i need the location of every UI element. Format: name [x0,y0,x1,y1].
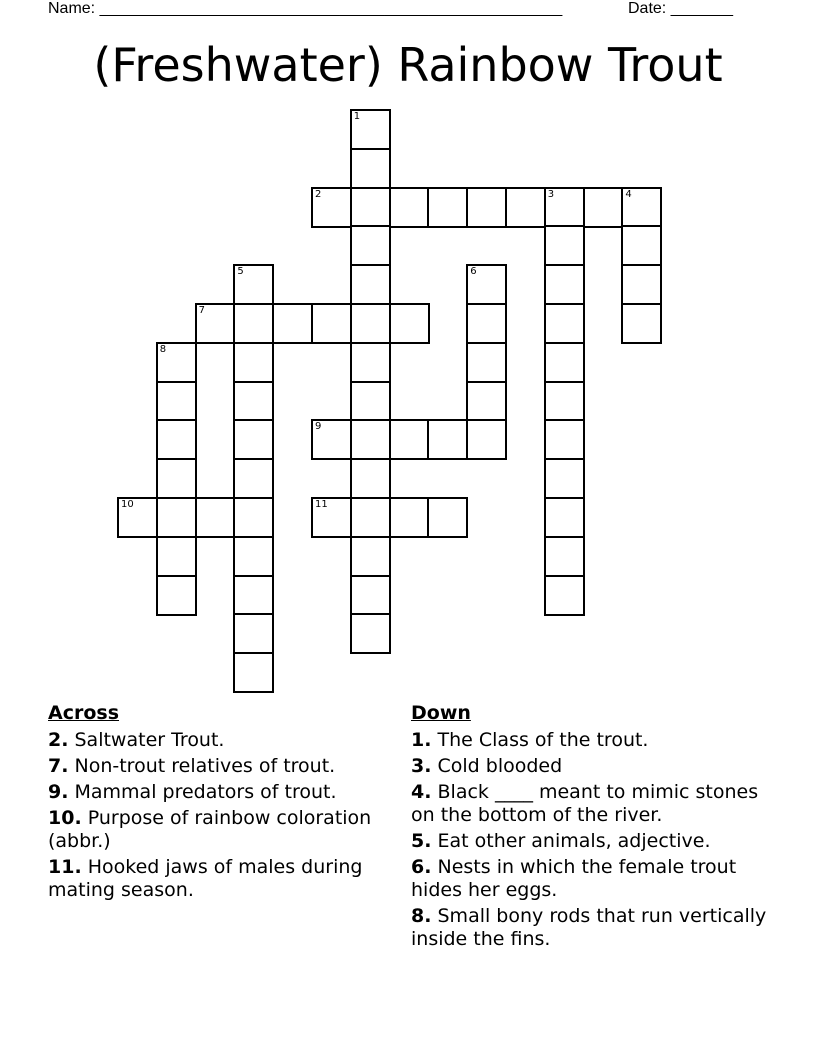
cell-number: 7 [198,305,205,316]
grid-cell[interactable] [389,419,430,460]
date-field-label[interactable]: Date: _______ [628,0,733,17]
grid-cell[interactable] [311,419,352,460]
grid-cell[interactable] [544,575,585,616]
grid-cell[interactable] [544,225,585,266]
down-clues [411,702,781,954]
cell-number: 4 [625,188,632,200]
clue-text: Nests in which the female trout hides her eggs. [411,856,737,901]
grid-cell[interactable] [621,187,662,228]
across-clues [48,702,398,905]
grid-cell[interactable] [156,458,197,499]
grid-cell[interactable] [544,342,585,383]
clue-number: 5. [411,830,432,852]
grid-cell[interactable] [233,303,274,344]
clue-text: Black ____ meant to mimic stones on the bottom of the river. [411,781,759,826]
grid-cell[interactable] [544,264,585,305]
grid-cell[interactable] [466,381,507,422]
grid-cell[interactable] [156,497,197,538]
grid-cell[interactable] [233,419,274,460]
grid-cell[interactable] [466,303,507,344]
grid-cell[interactable] [233,575,274,616]
grid-cell[interactable] [233,613,274,654]
grid-cell[interactable] [466,419,507,460]
cell-number: 5 [237,266,244,278]
clue-number: 6. [411,856,432,878]
clue-text: Cold blooded [437,755,563,777]
clue-number: 10. [48,807,82,829]
grid-cell[interactable] [544,536,585,577]
grid-cell[interactable] [350,419,391,460]
cell-number: 6 [470,266,477,278]
grid-cell[interactable] [350,613,391,654]
grid-cell[interactable] [272,303,313,344]
clue-text: Mammal predators of trout. [74,781,337,803]
grid-cell[interactable] [350,575,391,616]
grid-cell[interactable] [156,536,197,577]
grid-cell[interactable] [544,458,585,499]
grid-cell[interactable] [350,225,391,266]
clue-item [411,729,781,752]
clue-text: Hooked jaws of males during mating season. [48,856,363,901]
grid-cell[interactable] [233,652,274,693]
grid-cell[interactable] [195,303,236,344]
clue-number: 3. [411,755,432,777]
grid-cell[interactable] [311,187,352,228]
grid-cell[interactable] [350,303,391,344]
clue-item [48,755,398,778]
grid-cell[interactable] [350,264,391,305]
grid-cell[interactable] [544,419,585,460]
across-heading: Across [48,702,120,724]
clue-number: 11. [48,856,82,878]
clue-text: The Class of the trout. [437,729,649,751]
grid-cell[interactable] [156,419,197,460]
grid-cell[interactable] [350,187,391,228]
grid-cell[interactable] [389,187,430,228]
grid-cell[interactable] [233,342,274,383]
grid-cell[interactable] [544,381,585,422]
clue-text: Purpose of rainbow coloration (abbr.) [48,807,372,852]
grid-cell[interactable] [621,264,662,305]
clue-item [411,755,781,778]
grid-cell[interactable] [350,381,391,422]
clue-text: Eat other animals, adjective. [437,830,711,852]
grid-cell[interactable] [233,497,274,538]
down-heading: Down [411,702,471,724]
grid-cell[interactable] [466,342,507,383]
grid-cell[interactable] [389,497,430,538]
clue-text: Small bony rods that run vertically inside the fins. [411,905,767,950]
grid-cell[interactable] [350,536,391,577]
grid-cell[interactable] [544,303,585,344]
cell-number: 10 [121,499,134,510]
grid-cell[interactable] [233,536,274,577]
clue-number: 8. [411,905,432,927]
grid-cell[interactable] [350,458,391,499]
grid-cell[interactable] [350,342,391,383]
grid-cell[interactable] [195,497,236,538]
cell-number: 3 [547,188,555,200]
clue-number: 2. [48,729,69,751]
clue-item [411,781,781,827]
clue-item [48,807,398,853]
clue-text: Saltwater Trout. [74,729,225,751]
clue-text: Non-trout relatives of trout. [74,755,336,777]
cell-number: 9 [315,421,322,433]
grid-cell[interactable] [621,303,662,344]
clue-number: 7. [48,755,69,777]
cell-number: 11 [315,499,328,510]
grid-cell[interactable] [544,497,585,538]
clue-item [48,729,398,752]
grid-cell[interactable] [466,264,507,305]
grid-cell[interactable] [156,342,197,383]
clue-item [48,781,398,804]
clue-number: 4. [411,781,432,803]
grid-cell[interactable] [427,497,468,538]
grid-cell[interactable] [311,497,352,538]
grid-cell[interactable] [350,148,391,189]
clue-number: 1. [411,729,432,751]
clue-item [411,830,781,853]
clue-number: 9. [48,781,69,803]
clue-item [48,856,398,902]
clue-item [411,905,781,951]
grid-cell[interactable] [427,187,468,228]
grid-cell[interactable] [466,187,507,228]
down-clue-list [411,729,781,951]
name-field-label[interactable]: Name: ____________________________________________________ [48,0,563,17]
across-clue-list [48,729,398,902]
cell-number: 1 [353,111,361,122]
cell-number: 2 [315,188,322,200]
clue-item [411,856,781,902]
grid-cell[interactable] [583,187,624,228]
cell-number: 8 [159,343,167,355]
grid-cell[interactable] [233,381,274,422]
grid-cell[interactable] [621,225,662,266]
grid-cell[interactable] [156,575,197,616]
grid-cell[interactable] [117,497,158,538]
grid-cell[interactable] [350,497,391,538]
grid-cell[interactable] [233,458,274,499]
grid-cell[interactable] [427,419,468,460]
grid-cell[interactable] [389,303,430,344]
grid-cell[interactable] [233,264,274,305]
grid-cell[interactable] [505,187,546,228]
grid-cell[interactable] [350,109,391,150]
page-title: (Freshwater) Rainbow Trout [93,38,723,92]
grid-cell[interactable] [544,187,585,228]
grid-cell[interactable] [311,303,352,344]
grid-cell[interactable] [156,381,197,422]
